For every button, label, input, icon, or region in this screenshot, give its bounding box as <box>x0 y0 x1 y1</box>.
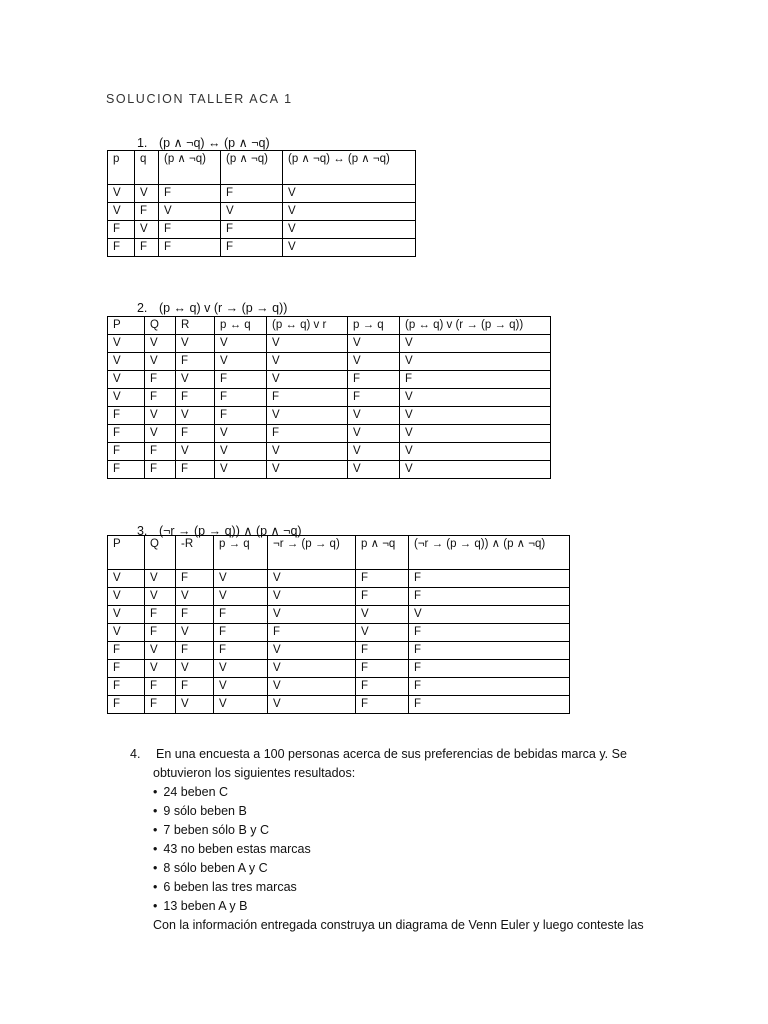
truth-value-cell: V <box>348 425 400 443</box>
column-header: ¬r → (p → q) <box>268 536 356 570</box>
truth-value-cell: V <box>268 696 356 714</box>
truth-value-cell: F <box>409 660 570 678</box>
truth-value-cell: F <box>145 624 176 642</box>
exercise-formula: (p ↔ q) v (r → (p → q)) <box>158 301 288 315</box>
column-header: (¬r → (p → q)) ∧ (p ∧ ¬q) <box>409 536 570 570</box>
truth-value-cell: F <box>176 425 215 443</box>
exercise-number: 2. <box>136 301 148 315</box>
table-row <box>108 221 416 239</box>
truth-value-cell: F <box>145 443 176 461</box>
truth-value-cell: V <box>267 461 348 479</box>
truth-value-cell: F <box>108 660 145 678</box>
truth-table-3 <box>107 535 570 714</box>
truth-value-cell: V <box>176 443 215 461</box>
truth-value-cell: F <box>108 461 145 479</box>
truth-value-cell: F <box>108 678 145 696</box>
table-row <box>108 678 570 696</box>
truth-value-cell: V <box>145 588 176 606</box>
truth-value-cell: V <box>215 353 267 371</box>
table-header-row <box>108 536 570 570</box>
truth-value-cell: F <box>145 678 176 696</box>
truth-value-cell: F <box>348 371 400 389</box>
truth-value-cell: V <box>215 335 267 353</box>
truth-value-cell: F <box>409 570 570 588</box>
exercise-formula: (p ∧ ¬q) ↔ (p ∧ ¬q) <box>158 136 270 150</box>
column-header: (p ∧ ¬q) <box>159 151 221 185</box>
truth-value-cell: F <box>409 696 570 714</box>
truth-value-cell: V <box>108 353 145 371</box>
truth-value-cell: V <box>400 443 551 461</box>
truth-value-cell: V <box>283 203 416 221</box>
truth-value-cell: V <box>283 221 416 239</box>
problem-intro-line-2: obtuvieron los siguientes resultados: <box>153 766 356 780</box>
truth-value-cell: V <box>108 371 145 389</box>
page-title: SOLUCION TALLER ACA 1 <box>106 92 293 106</box>
truth-value-cell: V <box>400 335 551 353</box>
table-row <box>108 660 570 678</box>
truth-value-cell: F <box>108 221 135 239</box>
truth-value-cell: F <box>356 570 409 588</box>
table-row <box>108 371 551 389</box>
truth-value-cell: F <box>400 371 551 389</box>
truth-value-cell: V <box>409 606 570 624</box>
truth-value-cell: F <box>214 642 268 660</box>
list-item: • 24 beben C <box>153 783 644 802</box>
truth-value-cell: F <box>108 443 145 461</box>
truth-value-cell: V <box>108 185 135 203</box>
truth-value-cell: V <box>268 606 356 624</box>
column-header: P <box>108 317 145 335</box>
truth-value-cell: F <box>108 407 145 425</box>
truth-value-cell: F <box>409 642 570 660</box>
table-header-row <box>108 317 551 335</box>
truth-value-cell: V <box>356 606 409 624</box>
truth-value-cell: V <box>400 425 551 443</box>
truth-value-cell: V <box>145 335 176 353</box>
truth-value-cell: V <box>348 407 400 425</box>
problem-4 <box>130 745 644 935</box>
column-header: P <box>108 536 145 570</box>
list-item: • 43 no beben estas marcas <box>153 840 644 859</box>
truth-value-cell: V <box>356 624 409 642</box>
truth-value-cell: F <box>159 221 221 239</box>
truth-value-cell: V <box>176 335 215 353</box>
truth-value-cell: F <box>221 221 283 239</box>
truth-value-cell: V <box>145 353 176 371</box>
table-row <box>108 642 570 660</box>
table-row <box>108 606 570 624</box>
truth-value-cell: V <box>221 203 283 221</box>
truth-value-cell: V <box>214 696 268 714</box>
exercise-3-heading <box>130 509 302 538</box>
truth-value-cell: F <box>409 678 570 696</box>
truth-value-cell: F <box>135 239 159 257</box>
truth-value-cell: V <box>214 660 268 678</box>
column-header: p → q <box>214 536 268 570</box>
problem-number: 4. <box>130 747 141 761</box>
table-row <box>108 425 551 443</box>
truth-value-cell: V <box>267 371 348 389</box>
truth-value-cell: V <box>108 203 135 221</box>
truth-value-cell: F <box>268 624 356 642</box>
truth-value-cell: V <box>348 443 400 461</box>
list-item: • 7 beben sólo B y C <box>153 821 644 840</box>
truth-value-cell: F <box>108 239 135 257</box>
truth-value-cell: V <box>176 371 215 389</box>
truth-value-cell: V <box>215 443 267 461</box>
truth-value-cell: V <box>176 660 214 678</box>
truth-value-cell: V <box>283 185 416 203</box>
truth-value-cell: V <box>267 335 348 353</box>
table-row <box>108 203 416 221</box>
truth-value-cell: V <box>145 407 176 425</box>
truth-value-cell: V <box>348 335 400 353</box>
truth-value-cell: V <box>400 407 551 425</box>
truth-value-cell: F <box>176 389 215 407</box>
truth-value-cell: F <box>145 371 176 389</box>
truth-value-cell: F <box>356 696 409 714</box>
table-row <box>108 407 551 425</box>
truth-value-cell: F <box>214 624 268 642</box>
truth-table-2 <box>107 316 551 479</box>
truth-value-cell: V <box>145 642 176 660</box>
column-header: -R <box>176 536 214 570</box>
truth-value-cell: V <box>268 660 356 678</box>
truth-value-cell: F <box>221 239 283 257</box>
truth-value-cell: F <box>356 660 409 678</box>
exercise-number: 3. <box>136 524 148 538</box>
truth-value-cell: V <box>176 588 214 606</box>
table-row <box>108 353 551 371</box>
column-header: (p ∧ ¬q) <box>221 151 283 185</box>
table-row <box>108 389 551 407</box>
exercise-number: 1. <box>136 136 148 150</box>
truth-value-cell: V <box>267 353 348 371</box>
truth-value-cell: F <box>356 588 409 606</box>
truth-value-cell: V <box>159 203 221 221</box>
column-header: R <box>176 317 215 335</box>
truth-value-cell: V <box>135 185 159 203</box>
list-item: • 13 beben A y B <box>153 897 644 916</box>
truth-value-cell: F <box>267 425 348 443</box>
truth-value-cell: V <box>108 335 145 353</box>
table-row <box>108 461 551 479</box>
truth-value-cell: F <box>221 185 283 203</box>
truth-value-cell: V <box>214 588 268 606</box>
truth-value-cell: F <box>176 570 214 588</box>
column-header: q <box>135 151 159 185</box>
table-row <box>108 335 551 353</box>
truth-value-cell: V <box>400 389 551 407</box>
truth-value-cell: V <box>108 389 145 407</box>
table-row <box>108 443 551 461</box>
column-header: p ↔ q <box>215 317 267 335</box>
truth-value-cell: V <box>176 624 214 642</box>
truth-value-cell: F <box>215 371 267 389</box>
truth-value-cell: V <box>268 642 356 660</box>
truth-value-cell: V <box>176 696 214 714</box>
truth-value-cell: F <box>145 461 176 479</box>
table-header-row <box>108 151 416 185</box>
truth-value-cell: F <box>176 606 214 624</box>
column-header: (p ↔ q) v (r → (p → q)) <box>400 317 551 335</box>
truth-value-cell: F <box>356 678 409 696</box>
truth-value-cell: F <box>356 642 409 660</box>
problem-bullet-list <box>130 783 644 916</box>
problem-4-intro <box>130 745 644 764</box>
column-header: (p ∧ ¬q) ↔ (p ∧ ¬q) <box>283 151 416 185</box>
exercise-formula: (¬r → (p → q)) ∧ (p ∧ ¬q) <box>158 524 302 538</box>
truth-value-cell: V <box>145 570 176 588</box>
column-header: (p ↔ q) v r <box>267 317 348 335</box>
list-item: • 9 sólo beben B <box>153 802 644 821</box>
truth-value-cell: F <box>409 588 570 606</box>
truth-value-cell: V <box>215 425 267 443</box>
truth-value-cell: F <box>145 389 176 407</box>
truth-value-cell: V <box>135 221 159 239</box>
truth-value-cell: V <box>267 407 348 425</box>
column-header: Q <box>145 317 176 335</box>
truth-value-cell: V <box>283 239 416 257</box>
truth-value-cell: V <box>400 461 551 479</box>
truth-value-cell: V <box>400 353 551 371</box>
truth-value-cell: F <box>176 642 214 660</box>
truth-value-cell: F <box>159 239 221 257</box>
truth-value-cell: F <box>108 425 145 443</box>
table-row <box>108 185 416 203</box>
truth-value-cell: V <box>348 461 400 479</box>
truth-value-cell: V <box>108 624 145 642</box>
truth-value-cell: V <box>176 407 215 425</box>
truth-value-cell: V <box>214 570 268 588</box>
problem-intro-line-1: En una encuesta a 100 personas acerca de sus preferencias de bebidas marca y. Se <box>156 747 627 761</box>
truth-value-cell: F <box>176 353 215 371</box>
truth-value-cell: V <box>267 443 348 461</box>
list-item: • 8 sólo beben A y C <box>153 859 644 878</box>
truth-value-cell: F <box>176 678 214 696</box>
truth-value-cell: V <box>215 461 267 479</box>
column-header: p ∧ ¬q <box>356 536 409 570</box>
truth-value-cell: V <box>268 570 356 588</box>
truth-value-cell: F <box>159 185 221 203</box>
table-row <box>108 239 416 257</box>
truth-value-cell: F <box>176 461 215 479</box>
table-row <box>108 696 570 714</box>
truth-value-cell: F <box>214 606 268 624</box>
truth-value-cell: V <box>268 678 356 696</box>
truth-value-cell: F <box>145 606 176 624</box>
column-header: Q <box>145 536 176 570</box>
truth-value-cell: F <box>108 642 145 660</box>
truth-value-cell: F <box>108 696 145 714</box>
column-header: p <box>108 151 135 185</box>
problem-closing-text: Con la información entregada construya un diagrama de Venn Euler y luego conteste las <box>153 918 644 932</box>
truth-value-cell: V <box>214 678 268 696</box>
truth-value-cell: F <box>145 696 176 714</box>
truth-value-cell: V <box>348 353 400 371</box>
exercise-2-heading <box>130 287 287 315</box>
exercise-1-heading <box>130 121 270 150</box>
list-item: • 6 beben las tres marcas <box>153 878 644 897</box>
truth-value-cell: F <box>215 389 267 407</box>
truth-value-cell: V <box>268 588 356 606</box>
table-row <box>108 624 570 642</box>
truth-value-cell: F <box>409 624 570 642</box>
truth-value-cell: V <box>108 606 145 624</box>
truth-value-cell: F <box>267 389 348 407</box>
truth-value-cell: V <box>108 570 145 588</box>
truth-value-cell: F <box>135 203 159 221</box>
truth-table-1 <box>107 150 416 257</box>
column-header: p → q <box>348 317 400 335</box>
table-row <box>108 570 570 588</box>
truth-value-cell: V <box>108 588 145 606</box>
truth-value-cell: F <box>348 389 400 407</box>
truth-value-cell: V <box>145 660 176 678</box>
truth-value-cell: V <box>145 425 176 443</box>
truth-value-cell: F <box>215 407 267 425</box>
table-row <box>108 588 570 606</box>
